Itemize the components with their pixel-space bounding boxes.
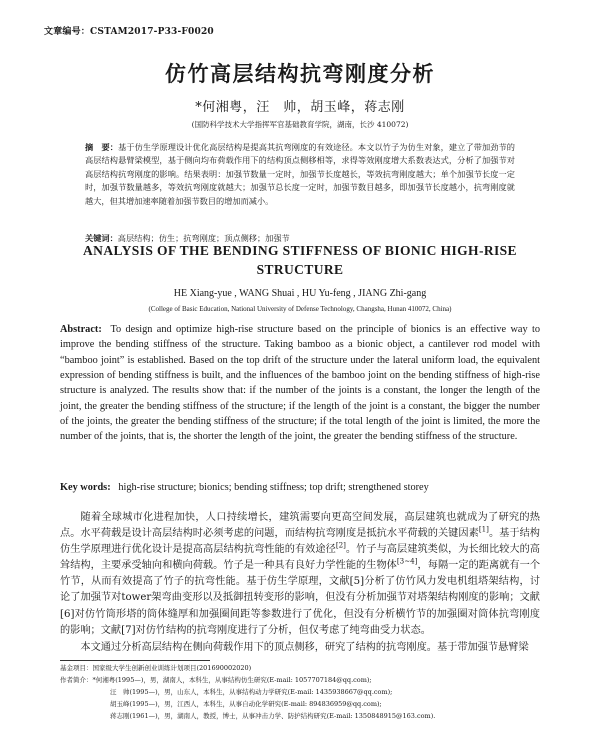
- footnote-author-label: 作者简介：: [60, 676, 93, 684]
- article-number: 文章编号：CSTAM2017-P33-F0020: [44, 27, 214, 37]
- chinese-abstract-label: 摘 要：: [85, 142, 119, 152]
- footnote-author-2: 汪 帅(1995—)，男，山东人，本科生，从事结构动力学研究(E-mail: 1435938667@qq.com);: [110, 688, 393, 696]
- chinese-abstract-text: 基于仿生学原理设计优化高层结构是提高其抗弯刚度的有效途径。本文以竹子为仿生对象，建立了带加劲节的高层结构悬臂梁模型，基于侧向均布荷载作用下的结构顶点侧移相等，求得等效刚度增大系数表达式，分析了加强节对高层结构抗弯刚度的影响。结果表明：加强节数量一定时，加强节长度越长，等效抗弯刚度越大；单个加强节长度一定时，加强节数量越多，等效抗弯刚度就越大；加强节总长度一定时，加强节数目越多，即加强节长度越小，抗弯刚度就越大，但其增加速率随着加强节数目的增加而减小。: [85, 142, 515, 206]
- footnote-author-text: *何湘粤(1995—)，男，湖南人，本科生，从事结构仿生研究(E-mail: 1057707184@qq.com);: [92, 676, 372, 684]
- chinese-keywords-text: 高层结构；仿生；抗弯刚度；顶点侧移；加强节: [117, 233, 290, 243]
- english-abstract-text: To design and optimize high-rise structure based on the principle of bionics is an effective way to improve the bending stiffness of the structure. Taking bamboo as a bionic object, a cantilever rod model with “bamboo joint” is established. Based on the top drift of the structure under the lateral uniform load, the equivalent expression of bending stiffness is built, and the influences of the bamboo joint on the bending stiffness of high-rise structure is analyzed. The results show that: if the number of the joints is a constant, the longer the length of the joint, the greater the bending stiffness of the structure; if the length of the joint is a constant, the bigger the number of the joints, the greater the bending stiffness of the structure; if the total length of the joint is limited, the more the number of the joints, that is, the shorter the length of the joint, the greater the bending stiffness of the structure.: [60, 324, 540, 443]
- body-paragraph-1: [60, 510, 540, 639]
- english-affiliation: (College of Basic Education, National University of Defense Technology, Changsha, Hunan 410072, China): [148, 305, 452, 313]
- chinese-affiliation: (国防科学技术大学指挥军官基础教育学院，湖南，长沙 410072): [191, 120, 409, 129]
- english-title-line2: STRUCTURE: [256, 262, 344, 277]
- body-text: 随着全球城市化进程加快，人口持续增长，建筑需要向更高空间发展，高层建筑也就成为了研究的热点。水平荷载是设计高层结构时必须考虑的问题，而结构抗弯刚度是抵抗水平荷载的关键因素: [60, 512, 540, 540]
- body-text: 。基于结构仿生学原理进行优化设计是提高高层结构抗弯性能的有效途径: [60, 528, 540, 556]
- english-abstract-label: Abstract:: [60, 324, 102, 335]
- body-text: ，每隔一定的距离就有一个竹节，从而有效提高了竹子的抗弯性能。基于仿生学原理，文献[5]分析了仿竹风力发电机组塔架结构，讨论了加强节对tower架弯曲变形以及抵御扭转变形的影响，但没有分析加强节对塔架结构刚度的影响；文献[6]对仿竹筒形塔的筒体缝厚和加强圈间距等参数进行了优化，但没有分析横竹节的加强圈对筒体抗弯刚度的影响；文献[7]对仿竹结构的抗弯刚度进行了分析，但仅考虑了纯弯曲受力状态。: [60, 560, 541, 636]
- english-abstract: [60, 322, 540, 445]
- english-keywords: [60, 482, 540, 493]
- english-authors: HE Xiang-yue , WANG Shuai , HU Yu-feng , JIANG Zhi-gang: [173, 288, 427, 299]
- footnote-author-1: [60, 675, 540, 687]
- body-text: 。竹子与高层建筑类似，为长细比较大的高耸结构，主要承受轴向和横向荷载。竹子是一种具有良好力学性能的生物体: [60, 544, 540, 572]
- english-title-line1: ANALYSIS OF THE BENDING STIFFNESS OF BIONIC HIGH-RISE: [83, 243, 517, 258]
- body-paragraph-2: 本文通过分析高层结构在侧向荷载作用下的顶点侧移，研究了结构的抗弯刚度。基于带加强节悬臂梁: [80, 642, 529, 653]
- footnote-fund: 基金项目：国家级大学生创新创业训练计划项目(201690002020): [60, 664, 252, 672]
- citation: [1]: [478, 524, 489, 534]
- chinese-title: 仿竹高层结构抗弯刚度分析: [165, 62, 435, 86]
- citation: [3~4]: [396, 556, 418, 566]
- chinese-authors: *何湘粤，汪 帅，胡玉峰，蒋志刚: [195, 100, 405, 115]
- footnote-divider: [60, 660, 210, 661]
- footnote-author-3: 胡玉峰(1995—)，男，江西人，本科生，从事自动化学研究(E-mail: 894836959@qq.com);: [110, 700, 382, 708]
- english-keywords-text: high-rise structure; bionics; bending stiffness; top drift; strengthened storey: [118, 482, 429, 493]
- citation: [2]: [335, 540, 346, 550]
- english-title: [0, 241, 600, 279]
- chinese-keywords-label: 关键词：: [85, 233, 118, 243]
- chinese-abstract: [85, 141, 515, 208]
- footnote-author-4: 蒋志刚(1961—)，男，湖南人，教授，博士，从事冲击力学、防护结构研究(E-mail: 1350848915@163.com).: [110, 712, 436, 720]
- english-keywords-label: Key words:: [60, 482, 111, 493]
